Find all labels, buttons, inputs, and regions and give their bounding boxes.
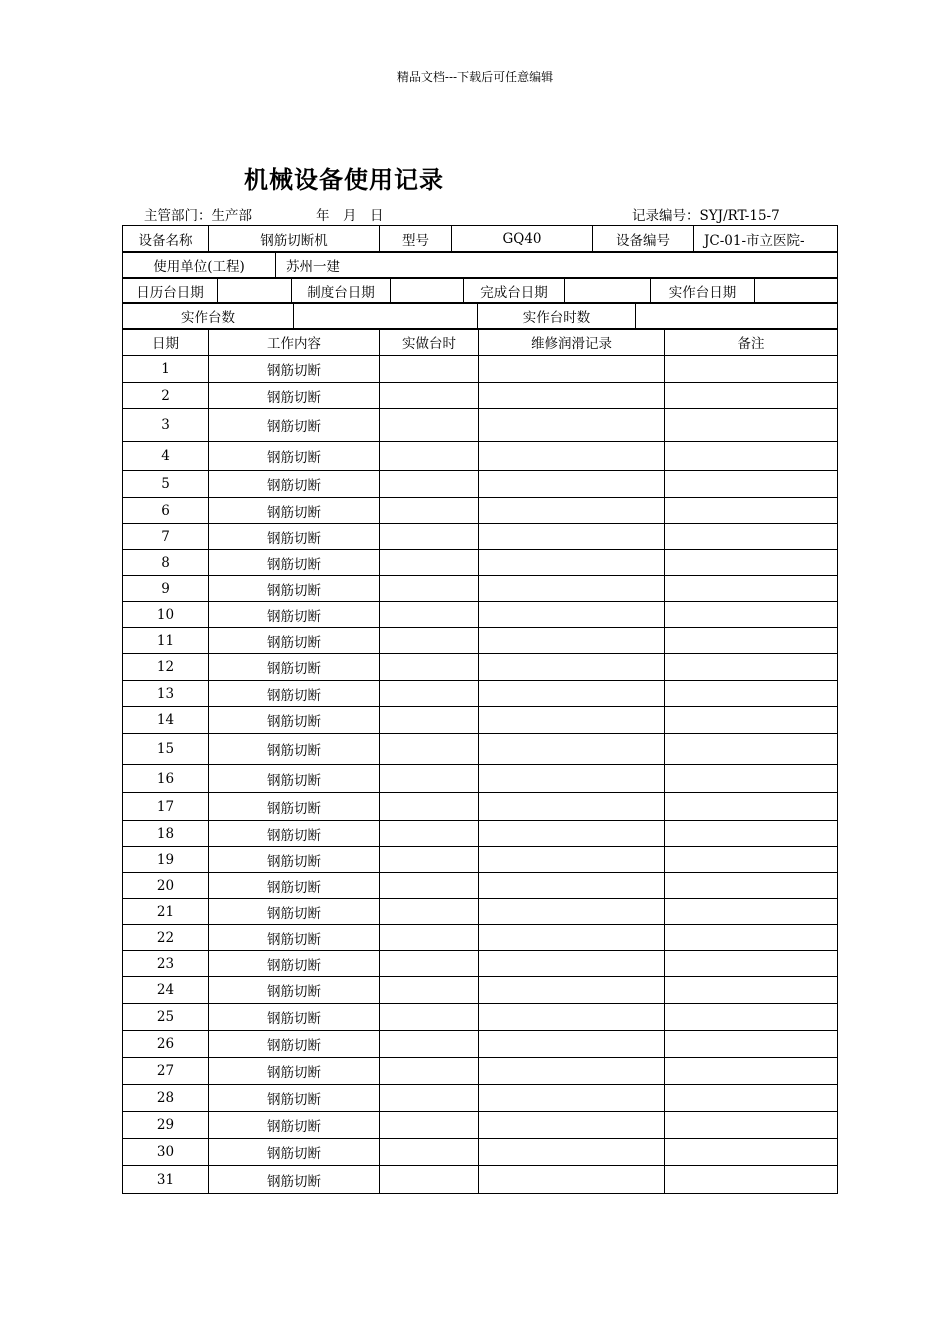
remarks-cell[interactable]	[665, 1058, 838, 1085]
hours-cell[interactable]	[380, 1112, 479, 1139]
remarks-cell[interactable]	[665, 383, 838, 409]
table-row	[123, 925, 838, 951]
hours-cell[interactable]	[380, 765, 479, 793]
work-cell: 钢筋切断	[209, 524, 380, 550]
table-row	[123, 951, 838, 977]
hours-cell[interactable]	[380, 356, 479, 383]
maintenance-cell[interactable]	[479, 602, 665, 628]
work-cell: 钢筋切断	[209, 628, 380, 654]
hours-cell[interactable]	[380, 498, 479, 524]
date-cell: 19	[123, 847, 209, 873]
date-cell: 10	[123, 602, 209, 628]
column-header-work: 工作内容	[209, 329, 380, 356]
date-cell: 23	[123, 951, 209, 977]
date-cell: 15	[123, 734, 209, 765]
equipment-no-label: 设备编号	[593, 226, 694, 253]
work-cell: 钢筋切断	[209, 1166, 380, 1194]
completed-days-label: 完成台日期	[464, 278, 565, 304]
hours-cell[interactable]	[380, 847, 479, 873]
remarks-cell[interactable]	[665, 899, 838, 925]
date-cell: 13	[123, 681, 209, 707]
date-cell: 20	[123, 873, 209, 899]
maintenance-cell[interactable]	[479, 1058, 665, 1085]
remarks-cell[interactable]	[665, 793, 838, 821]
column-header-remarks: 备注	[665, 329, 838, 356]
remarks-cell[interactable]	[665, 628, 838, 654]
maintenance-cell[interactable]	[479, 707, 665, 734]
date-cell: 16	[123, 765, 209, 793]
table-row	[123, 471, 838, 498]
maintenance-cell[interactable]	[479, 1139, 665, 1166]
date-cell: 18	[123, 821, 209, 847]
hours-cell[interactable]	[380, 383, 479, 409]
table-row	[123, 847, 838, 873]
date-cell: 26	[123, 1031, 209, 1058]
work-cell: 钢筋切断	[209, 654, 380, 681]
hours-cell[interactable]	[380, 1166, 479, 1194]
date-cell: 17	[123, 793, 209, 821]
maintenance-cell[interactable]	[479, 550, 665, 576]
work-cell: 钢筋切断	[209, 550, 380, 576]
maintenance-cell[interactable]	[479, 1085, 665, 1112]
hours-cell[interactable]	[380, 681, 479, 707]
date-cell: 28	[123, 1085, 209, 1112]
remarks-cell[interactable]	[665, 707, 838, 734]
work-cell: 钢筋切断	[209, 498, 380, 524]
remarks-cell[interactable]	[665, 498, 838, 524]
remarks-cell[interactable]	[665, 951, 838, 977]
work-cell: 钢筋切断	[209, 847, 380, 873]
table-row	[123, 793, 838, 821]
info-table-row-3	[122, 277, 838, 304]
meta-dept: 主管部门：生产部	[144, 208, 252, 224]
table-row	[123, 498, 838, 524]
info-table-row-4	[122, 302, 838, 330]
remarks-cell[interactable]	[665, 654, 838, 681]
hours-cell[interactable]	[380, 409, 479, 442]
remarks-cell[interactable]	[665, 1139, 838, 1166]
hours-cell[interactable]	[380, 925, 479, 951]
work-cell: 钢筋切断	[209, 442, 380, 471]
model-label: 型号	[380, 226, 452, 253]
remarks-cell[interactable]	[665, 925, 838, 951]
work-cell: 钢筋切断	[209, 1004, 380, 1031]
meta-date: 年 月 日	[316, 208, 384, 224]
hours-cell[interactable]	[380, 951, 479, 977]
date-cell: 29	[123, 1112, 209, 1139]
actual-count-value[interactable]	[294, 303, 478, 330]
header-note: 精品文档---下载后可任意编辑	[396, 70, 554, 84]
table-row	[123, 524, 838, 550]
work-cell: 钢筋切断	[209, 681, 380, 707]
equipment-no-value[interactable]: JC-01-市立医院-	[694, 226, 838, 253]
work-cell: 钢筋切断	[209, 471, 380, 498]
remarks-cell[interactable]	[665, 356, 838, 383]
work-cell: 钢筋切断	[209, 821, 380, 847]
remarks-cell[interactable]	[665, 471, 838, 498]
date-cell: 21	[123, 899, 209, 925]
info-table-row-1	[122, 225, 838, 253]
calendar-days-value[interactable]	[218, 278, 292, 304]
hours-cell[interactable]	[380, 977, 479, 1004]
hours-cell[interactable]	[380, 1031, 479, 1058]
date-cell: 5	[123, 471, 209, 498]
maintenance-cell[interactable]	[479, 899, 665, 925]
date-cell: 27	[123, 1058, 209, 1085]
table-row	[123, 734, 838, 765]
date-cell: 7	[123, 524, 209, 550]
hours-cell[interactable]	[380, 576, 479, 602]
maintenance-cell[interactable]	[479, 654, 665, 681]
date-cell: 14	[123, 707, 209, 734]
hours-cell[interactable]	[380, 1085, 479, 1112]
hours-cell[interactable]	[380, 821, 479, 847]
table-row	[123, 409, 838, 442]
maintenance-cell[interactable]	[479, 847, 665, 873]
page-title: 机械设备使用记录	[244, 165, 444, 194]
remarks-cell[interactable]	[665, 873, 838, 899]
table-row	[123, 1085, 838, 1112]
table-row	[123, 356, 838, 383]
hours-cell[interactable]	[380, 734, 479, 765]
work-cell: 钢筋切断	[209, 765, 380, 793]
table-row	[123, 1139, 838, 1166]
table-row	[123, 707, 838, 734]
table-row	[123, 602, 838, 628]
remarks-cell[interactable]	[665, 409, 838, 442]
remarks-cell[interactable]	[665, 576, 838, 602]
remarks-cell[interactable]	[665, 1004, 838, 1031]
table-row	[123, 1058, 838, 1085]
remarks-cell[interactable]	[665, 1112, 838, 1139]
remarks-cell[interactable]	[665, 765, 838, 793]
maintenance-cell[interactable]	[479, 734, 665, 765]
maintenance-cell[interactable]	[479, 793, 665, 821]
maintenance-cell[interactable]	[479, 951, 665, 977]
work-cell: 钢筋切断	[209, 707, 380, 734]
actual-hours-label: 实作台时数	[478, 303, 636, 330]
hours-cell[interactable]	[380, 602, 479, 628]
actual-days-label: 实作台日期	[651, 278, 755, 304]
actual-hours-value[interactable]	[636, 303, 838, 330]
hours-cell[interactable]	[380, 471, 479, 498]
remarks-cell[interactable]	[665, 1031, 838, 1058]
date-cell: 11	[123, 628, 209, 654]
date-cell: 8	[123, 550, 209, 576]
maintenance-cell[interactable]	[479, 1004, 665, 1031]
table-header-row	[123, 329, 838, 356]
table-row	[123, 1031, 838, 1058]
hours-cell[interactable]	[380, 1139, 479, 1166]
work-cell: 钢筋切断	[209, 951, 380, 977]
equipment-name-value[interactable]: 钢筋切断机	[209, 226, 380, 253]
system-days-label: 制度台日期	[292, 278, 391, 304]
work-cell: 钢筋切断	[209, 1058, 380, 1085]
remarks-cell[interactable]	[665, 442, 838, 471]
remarks-cell[interactable]	[665, 1085, 838, 1112]
date-cell: 24	[123, 977, 209, 1004]
work-cell: 钢筋切断	[209, 576, 380, 602]
maintenance-cell[interactable]	[479, 1166, 665, 1194]
log-body	[123, 356, 838, 1194]
table-row	[123, 1112, 838, 1139]
maintenance-cell[interactable]	[479, 765, 665, 793]
column-header-date: 日期	[123, 329, 209, 356]
meta-record-code: 记录编号：SYJ/RT-15-7	[632, 208, 780, 224]
maintenance-cell[interactable]	[479, 1031, 665, 1058]
table-row	[123, 821, 838, 847]
date-cell: 22	[123, 925, 209, 951]
maintenance-cell[interactable]	[479, 1112, 665, 1139]
maintenance-cell[interactable]	[479, 471, 665, 498]
table-row	[123, 628, 838, 654]
maintenance-cell[interactable]	[479, 498, 665, 524]
info-table-row-2	[122, 251, 838, 279]
date-cell: 25	[123, 1004, 209, 1031]
work-cell: 钢筋切断	[209, 1112, 380, 1139]
hours-cell[interactable]	[380, 628, 479, 654]
work-cell: 钢筋切断	[209, 383, 380, 409]
work-cell: 钢筋切断	[209, 1139, 380, 1166]
date-cell: 30	[123, 1139, 209, 1166]
date-cell: 2	[123, 383, 209, 409]
remarks-cell[interactable]	[665, 524, 838, 550]
maintenance-cell[interactable]	[479, 873, 665, 899]
table-row	[123, 1004, 838, 1031]
table-row	[123, 550, 838, 576]
hours-cell[interactable]	[380, 1058, 479, 1085]
maintenance-cell[interactable]	[479, 409, 665, 442]
calendar-days-label: 日历台日期	[123, 278, 218, 304]
actual-count-label: 实作台数	[123, 303, 294, 330]
table-row	[123, 383, 838, 409]
maintenance-cell[interactable]	[479, 925, 665, 951]
maintenance-cell[interactable]	[479, 524, 665, 550]
hours-cell[interactable]	[380, 707, 479, 734]
work-cell: 钢筋切断	[209, 1085, 380, 1112]
unit-label: 使用单位(工程)	[123, 252, 276, 279]
date-cell: 4	[123, 442, 209, 471]
date-cell: 1	[123, 356, 209, 383]
system-days-value[interactable]	[391, 278, 464, 304]
remarks-cell[interactable]	[665, 681, 838, 707]
maintenance-cell[interactable]	[479, 628, 665, 654]
actual-days-value[interactable]	[755, 278, 838, 304]
work-cell: 钢筋切断	[209, 1031, 380, 1058]
hours-cell[interactable]	[380, 1004, 479, 1031]
remarks-cell[interactable]	[665, 977, 838, 1004]
hours-cell[interactable]	[380, 550, 479, 576]
work-cell: 钢筋切断	[209, 899, 380, 925]
maintenance-cell[interactable]	[479, 356, 665, 383]
table-row	[123, 442, 838, 471]
work-cell: 钢筋切断	[209, 977, 380, 1004]
work-cell: 钢筋切断	[209, 873, 380, 899]
work-cell: 钢筋切断	[209, 602, 380, 628]
maintenance-cell[interactable]	[479, 576, 665, 602]
completed-days-value[interactable]	[565, 278, 651, 304]
remarks-cell[interactable]	[665, 847, 838, 873]
remarks-cell[interactable]	[665, 734, 838, 765]
maintenance-cell[interactable]	[479, 977, 665, 1004]
work-cell: 钢筋切断	[209, 925, 380, 951]
work-cell: 钢筋切断	[209, 356, 380, 383]
work-cell: 钢筋切断	[209, 734, 380, 765]
table-row	[123, 899, 838, 925]
hours-cell[interactable]	[380, 899, 479, 925]
table-row	[123, 654, 838, 681]
remarks-cell[interactable]	[665, 1166, 838, 1194]
column-header-maintenance: 维修润滑记录	[479, 329, 665, 356]
maintenance-cell[interactable]	[479, 442, 665, 471]
hours-cell[interactable]	[380, 524, 479, 550]
table-row	[123, 977, 838, 1004]
remarks-cell[interactable]	[665, 550, 838, 576]
date-cell: 31	[123, 1166, 209, 1194]
maintenance-cell[interactable]	[479, 383, 665, 409]
hours-cell[interactable]	[380, 793, 479, 821]
date-cell: 12	[123, 654, 209, 681]
column-header-hours: 实做台时	[380, 329, 479, 356]
table-row	[123, 1166, 838, 1194]
model-value[interactable]: GQ40	[452, 226, 593, 253]
work-cell: 钢筋切断	[209, 409, 380, 442]
hours-cell[interactable]	[380, 654, 479, 681]
date-cell: 6	[123, 498, 209, 524]
table-row	[123, 681, 838, 707]
table-row	[123, 873, 838, 899]
work-cell: 钢筋切断	[209, 793, 380, 821]
date-cell: 9	[123, 576, 209, 602]
maintenance-cell[interactable]	[479, 821, 665, 847]
equipment-name-label: 设备名称	[123, 226, 209, 253]
table-row	[123, 576, 838, 602]
table-row	[123, 765, 838, 793]
unit-value[interactable]: 苏州一建	[276, 252, 838, 279]
maintenance-cell[interactable]	[479, 681, 665, 707]
remarks-cell[interactable]	[665, 821, 838, 847]
remarks-cell[interactable]	[665, 602, 838, 628]
daily-log-table	[122, 328, 838, 1194]
date-cell: 3	[123, 409, 209, 442]
hours-cell[interactable]	[380, 442, 479, 471]
hours-cell[interactable]	[380, 873, 479, 899]
